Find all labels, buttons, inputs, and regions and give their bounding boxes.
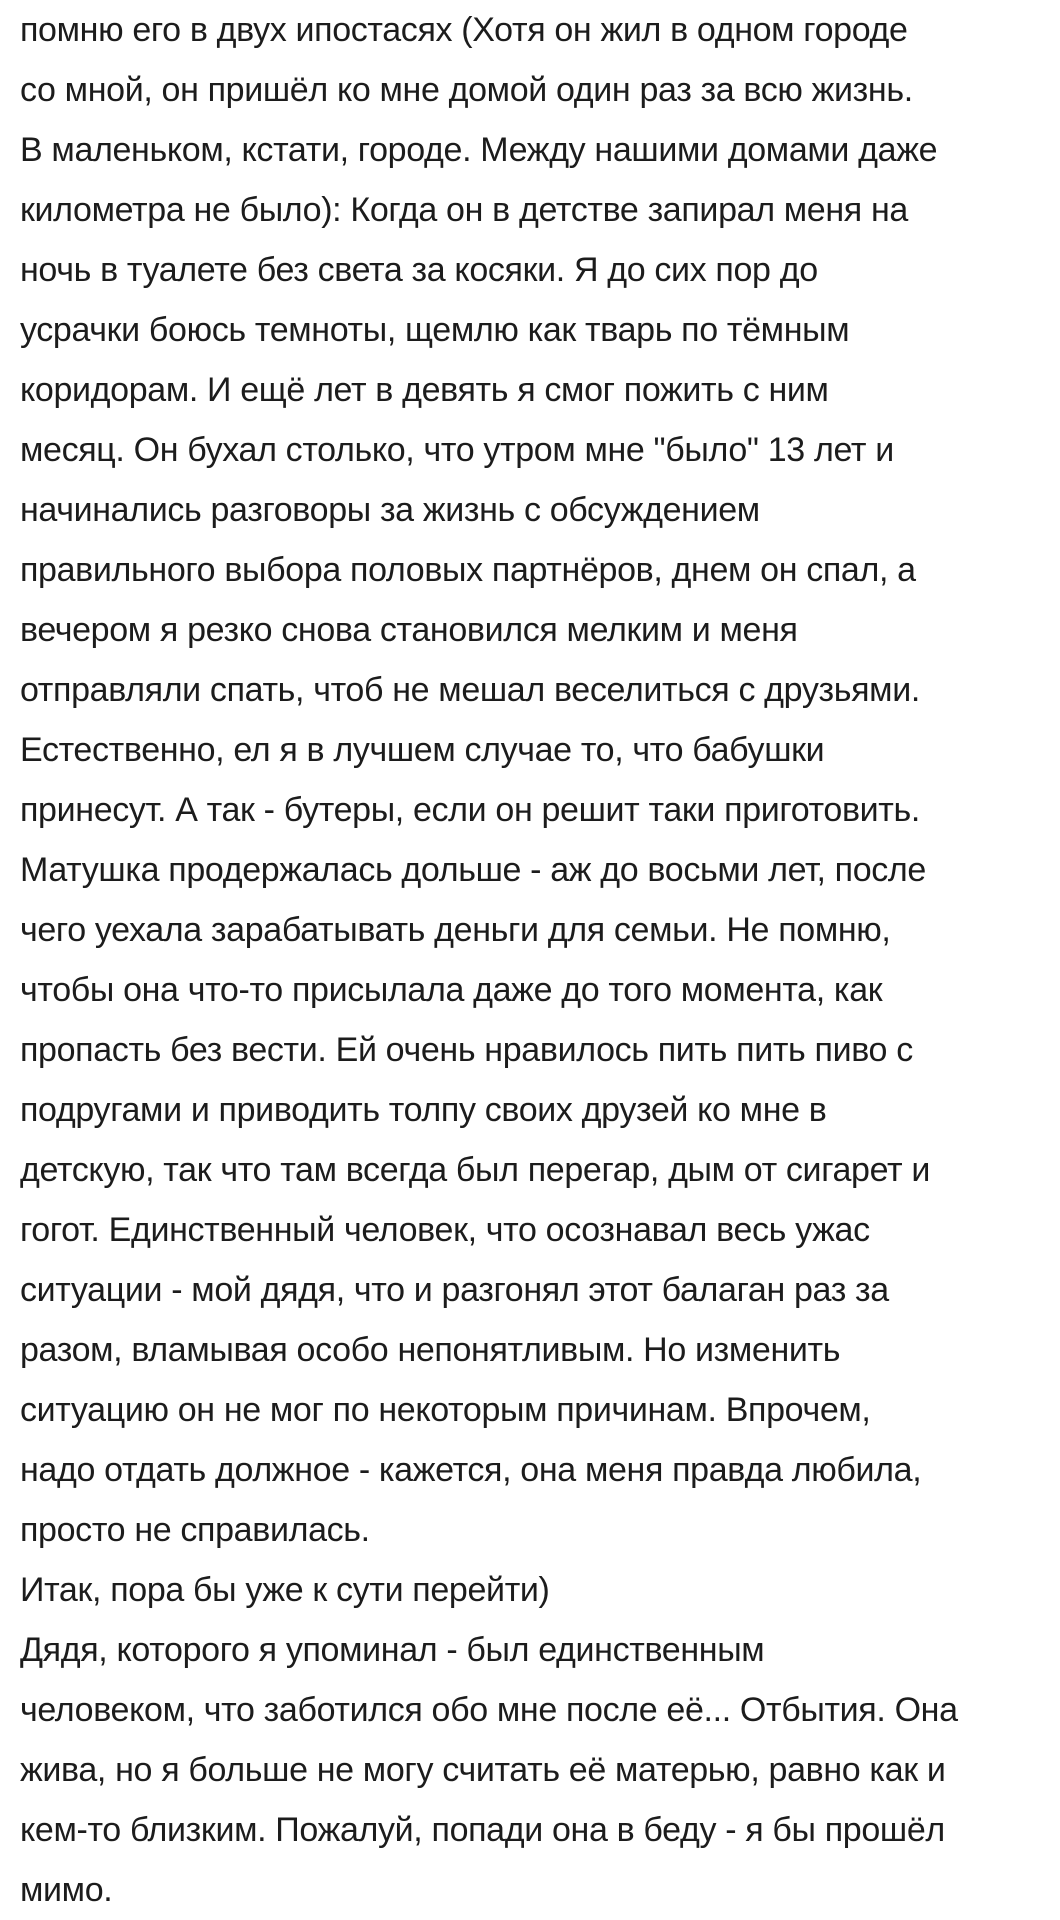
- text-line-5: ночь в туалете без света за косяки. Я до сих пор до: [20, 251, 818, 289]
- text-line-32: мимо.: [20, 1871, 113, 1909]
- text-line-25: надо отдать должное - кажется, она меня правда любила,: [20, 1451, 922, 1489]
- text-line-3: В маленьком, кстати, городе. Между нашими домами даже: [20, 131, 938, 169]
- text-line-7: коридорам. И ещё лет в девять я смог пожить с ним: [20, 371, 829, 409]
- text-line-26: просто не справилась.: [20, 1511, 370, 1549]
- text-line-27: Итак, пора бы уже к сути перейти): [20, 1571, 550, 1609]
- text-line-28: Дядя, которого я упоминал - был единственным: [20, 1631, 765, 1669]
- text-line-17: чтобы она что-то присылала даже до того момента, как: [20, 971, 883, 1009]
- text-line-18: пропасть без вести. Ей очень нравилось пить пить пиво с: [20, 1031, 913, 1069]
- text-line-15: Матушка продержалась дольше - аж до восьми лет, после: [20, 851, 926, 889]
- text-line-30: жива, но я больше не могу считать её матерью, равно как и: [20, 1751, 946, 1789]
- text-line-1: помню его в двух ипостасях (Хотя он жил в одном городе: [20, 11, 908, 49]
- text-line-24: ситуацию он не мог по некоторым причинам. Впрочем,: [20, 1391, 871, 1429]
- text-line-20: детскую, так что там всегда был перегар, дым от сигарет и: [20, 1151, 931, 1189]
- text-line-10: правильного выбора половых партнёров, днем он спал, а: [20, 551, 916, 589]
- text-line-11: вечером я резко снова становился мелким и меня: [20, 611, 798, 649]
- text-line-29: человеком, что заботился обо мне после её... Отбытия. Она: [20, 1691, 958, 1729]
- text-line-21: гогот. Единственный человек, что осознавал весь ужас: [20, 1211, 870, 1249]
- text-line-8: месяц. Он бухал столько, что утром мне "было" 13 лет и: [20, 431, 894, 469]
- text-line-4: километра не было): Когда он в детстве запирал меня на: [20, 191, 908, 229]
- text-line-12: отправляли спать, чтоб не мешал веселиться с друзьями.: [20, 671, 920, 709]
- text-line-23: разом, вламывая особо непонятливым. Но изменить: [20, 1331, 841, 1369]
- text-line-14: принесут. А так - бутеры, если он решит таки приготовить.: [20, 791, 920, 829]
- text-line-9: начинались разговоры за жизнь с обсуждением: [20, 491, 760, 529]
- text-line-13: Естественно, ел я в лучшем случае то, что бабушки: [20, 731, 825, 769]
- text-line-22: ситуации - мой дядя, что и разгонял этот балаган раз за: [20, 1271, 889, 1309]
- text-line-19: подругами и приводить толпу своих друзей ко мне в: [20, 1091, 827, 1129]
- text-line-16: чего уехала зарабатывать деньги для семьи. Не помню,: [20, 911, 891, 949]
- text-line-31: кем-то близким. Пожалуй, попади она в беду - я бы прошёл: [20, 1811, 945, 1849]
- text-line-2: со мной, он пришёл ко мне домой один раз за всю жизнь.: [20, 71, 913, 109]
- post-text: [20, 0, 1050, 1920]
- text-line-6: усрачки боюсь темноты, щемлю как тварь по тёмным: [20, 311, 850, 349]
